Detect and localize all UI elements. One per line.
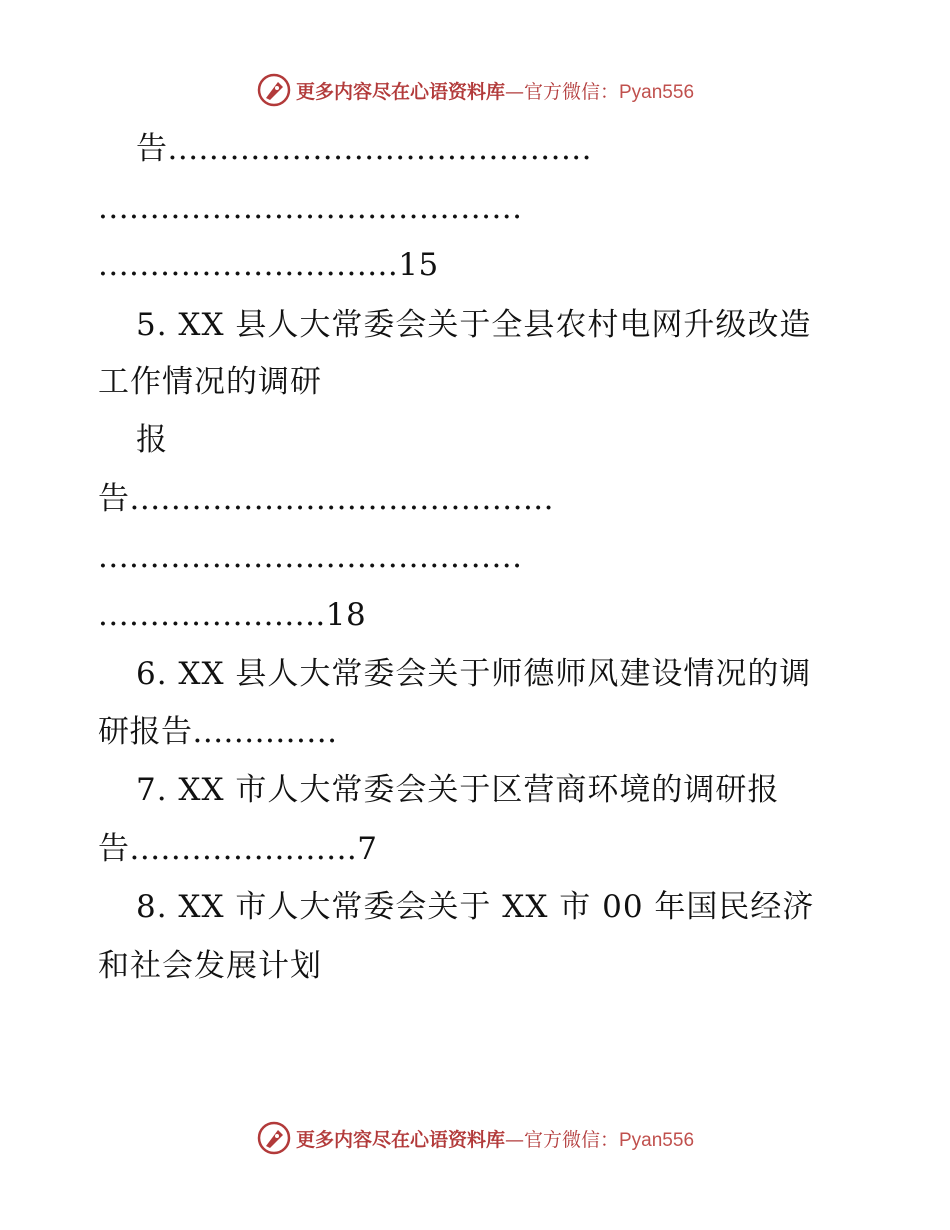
watermark-text bbox=[296, 77, 694, 104]
toc-line: ......................................... bbox=[98, 539, 523, 575]
watermark-brand: 更多内容尽在心语资料库 bbox=[295, 1128, 505, 1151]
toc-entry-5-title-cont: 报 bbox=[136, 422, 168, 458]
toc-entry-8-title-cont: 和社会发展计划 bbox=[98, 948, 322, 984]
watermark-wechat-id: Pyan556 bbox=[619, 81, 695, 103]
watermark-wechat-label: 官方微信： bbox=[523, 1128, 619, 1151]
toc-entry-5-title-cont: 工作情况的调研 bbox=[98, 364, 322, 400]
watermark-separator: — bbox=[504, 1128, 524, 1151]
header-watermark bbox=[0, 70, 950, 110]
toc-entry-6-title-cont: 研报告.............. bbox=[98, 714, 338, 750]
toc-page-number-line: .............................15 bbox=[98, 247, 439, 283]
toc-line: ......................................... bbox=[98, 190, 523, 226]
toc-entry-8-title: 8. XX 市人大常委会关于 XX 市 00 年国民经济 bbox=[136, 889, 815, 925]
toc-line: 告......................................... bbox=[98, 481, 555, 517]
toc-entry-5-title: 5. XX 县人大常委会关于全县农村电网升级改造 bbox=[136, 307, 812, 343]
toc-entry-7-title: 7. XX 市人大常委会关于区营商环境的调研报 bbox=[136, 772, 780, 808]
toc-page-number-line: ......................18 bbox=[98, 597, 367, 633]
pen-nib-logo bbox=[256, 1120, 292, 1156]
toc-line: 告......................................... bbox=[136, 131, 593, 167]
watermark-wechat-label: 官方微信： bbox=[523, 80, 619, 103]
watermark-text bbox=[296, 1125, 694, 1152]
toc-entry-7-page-line: 告......................7 bbox=[98, 831, 378, 867]
footer-watermark bbox=[0, 1118, 950, 1158]
toc-entry-6-title: 6. XX 县人大常委会关于师德师风建设情况的调 bbox=[136, 656, 812, 692]
watermark-wechat-id: Pyan556 bbox=[619, 1129, 695, 1151]
pen-nib-logo bbox=[256, 72, 292, 108]
watermark-brand: 更多内容尽在心语资料库 bbox=[295, 80, 505, 103]
watermark-separator: — bbox=[504, 80, 524, 103]
